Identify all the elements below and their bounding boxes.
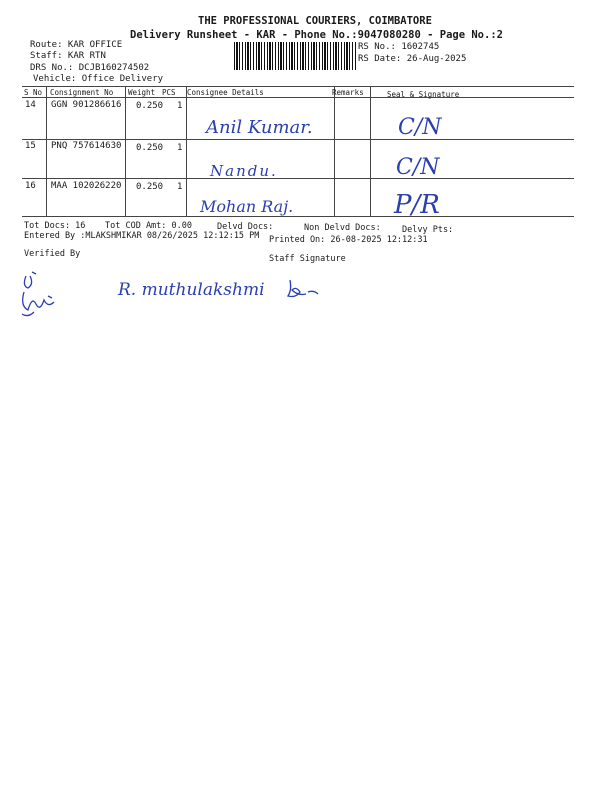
row-weight: 0.250	[136, 182, 164, 192]
staff-signature-label: Staff Signature	[269, 254, 346, 264]
column-divider	[46, 86, 47, 216]
header-remarks: Remarks	[332, 88, 364, 97]
row-divider	[22, 178, 574, 179]
row-consignment: GGN 901286616	[51, 100, 122, 110]
non-delivered-docs: Non Delvd Docs:	[304, 223, 381, 233]
header-weight: Weight	[128, 88, 156, 97]
header-seal: Seal & Signature	[387, 90, 460, 99]
drs-number: DRS No.: DCJB160274502	[30, 63, 150, 73]
row-weight: 0.250	[136, 101, 164, 111]
staff-label: Staff: KAR RTN	[30, 51, 106, 61]
entered-by: Entered By :MLAKSHMIKAR 08/26/2025 12:12:15 PM	[24, 231, 260, 241]
column-divider	[370, 86, 371, 216]
header-consignee: Consignee Details	[187, 88, 264, 97]
table-top-border	[22, 86, 574, 87]
column-divider	[186, 86, 187, 216]
row-divider	[22, 139, 574, 140]
rs-number: RS No.: 1602745	[358, 42, 440, 52]
row-pcs: 1	[177, 182, 183, 192]
total-docs: Tot Docs: 16	[24, 221, 86, 231]
row-seal-handwritten: C/N	[398, 115, 442, 140]
delivery-points: Delvy Pts:	[402, 225, 454, 235]
row-consignment: PNQ 757614630	[51, 141, 122, 151]
row-sno: 14	[25, 100, 36, 110]
row-sno: 15	[25, 141, 36, 151]
rs-date: RS Date: 26-Aug-2025	[358, 54, 467, 64]
runsheet-subtitle: Delivery Runsheet - KAR - Phone No.:9047080280 - Page No.:2	[130, 29, 503, 41]
delivered-docs: Delvd Docs:	[217, 222, 274, 232]
header-consignment: Consignment No	[50, 88, 114, 97]
row-seal-handwritten: P/R	[394, 190, 440, 220]
row-consignment: MAA 102026220	[51, 181, 122, 191]
table-bottom-border	[22, 216, 574, 217]
staff-signature-image	[284, 276, 330, 302]
company-title: THE PROFESSIONAL COURIERS, COIMBATORE	[198, 15, 432, 27]
vehicle-label: Vehicle: Office Delivery	[33, 74, 164, 84]
column-divider	[334, 86, 335, 216]
total-cod-amount: Tot COD Amt: 0.00	[105, 221, 192, 231]
row-consignee-handwritten: Anil Kumar.	[206, 117, 313, 138]
verifier-signature-image	[18, 266, 68, 322]
route-label: Route: KAR OFFICE	[30, 40, 123, 50]
row-seal-handwritten: C/N	[396, 155, 440, 180]
row-sno: 16	[25, 181, 36, 191]
barcode-image	[234, 42, 356, 70]
column-divider	[125, 86, 126, 216]
header-pcs: PCS	[162, 88, 176, 97]
row-consignee-handwritten: Nandu.	[210, 162, 278, 180]
printed-on: Printed On: 26-08-2025 12:12:31	[269, 235, 428, 245]
row-weight: 0.250	[136, 143, 164, 153]
staff-handwritten-signature: R. muthulakshmi	[118, 280, 265, 300]
row-pcs: 1	[177, 101, 183, 111]
table-header-border	[22, 97, 574, 98]
row-consignee-handwritten: Mohan Raj.	[200, 197, 294, 216]
row-pcs: 1	[177, 143, 183, 153]
verified-by-label: Verified By	[24, 249, 81, 259]
header-sno: S No	[24, 88, 43, 97]
